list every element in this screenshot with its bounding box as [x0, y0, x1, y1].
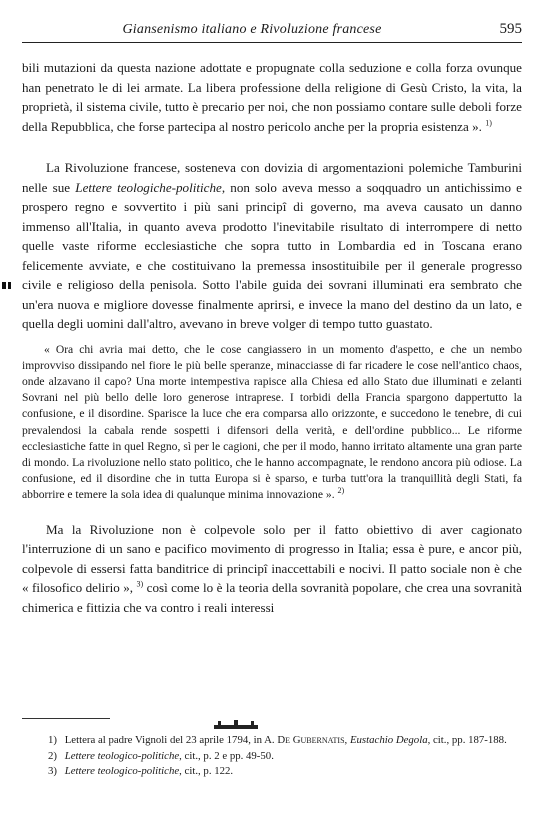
- footnote-1: [22, 733, 522, 749]
- margin-mark-icon: [2, 278, 14, 288]
- book-title: Lettere teologiche-politiche: [75, 179, 222, 195]
- footnote-text: , cit., p. 2 e pp. 49-50.: [179, 749, 274, 762]
- footnote-text: , cit., pp. 187-188.: [427, 734, 507, 746]
- paragraph-text: così come lo è la teoria della sovranità popolare, che crea una sovranità chimerica e fittizia che va contro i reali interessi: [22, 580, 522, 615]
- footnote-ref: 1): [485, 118, 492, 128]
- footnote-ref: 2): [337, 486, 345, 496]
- book-title: Lettere teologico-politiche: [64, 749, 180, 762]
- paragraph-text: , non solo aveva messo a soqquadro un antichissimo e prospero regno e sovvertito i più sani principî di governo, ma aveva causato un danno immenso all'Italia, in quanto aveva prodotto l'inevitabile risultato di interrompere di netto quelle vaste riforme ecclesiastiche che sopra tutto in Lombardia ed in Toscana erano felicemente avviate, e che costituivano la premessa insostituibile per il generale progresso civile e religioso della penisola. Sotto l'abile guida dei sovrani illuminati era sembrato che un'era nuova e migliore dovesse finalmente aprirsi, e invece la mano del destino da un lato, e quella degli uomini dall'altro, avevano in breve volger di tempo tutto guastato.: [22, 179, 522, 331]
- footnote-ref: 3): [136, 579, 144, 589]
- footnotes: [22, 733, 522, 780]
- block-quote: [22, 342, 522, 504]
- paragraph-text: La Rivoluzione francese, sosteneva con dovizia di argomentazioni polemiche Tamburini nelle sue: [22, 160, 522, 195]
- footnote-text: ,: [344, 734, 350, 746]
- page-body: [22, 58, 522, 617]
- ornament-icon: [214, 717, 258, 727]
- page-number: 595: [499, 21, 522, 37]
- author-name: De Gubernatis: [277, 734, 345, 746]
- footnote-number: 1): [48, 734, 57, 746]
- paragraph-social-contract: [22, 520, 522, 618]
- running-header: [22, 20, 522, 43]
- book-title: Lettere teologico-politiche: [64, 765, 180, 777]
- footnote-text: , cit., p. 122.: [179, 765, 234, 777]
- paragraph-continued: [22, 58, 522, 136]
- footnote-number: 2): [48, 749, 57, 762]
- footnote-3: [22, 764, 522, 780]
- footnote-text: Lettera al padre Vignoli del 23 aprile 1794, in A.: [64, 734, 278, 746]
- quote-text: « Ora chi avria mai detto, che le cose cangiassero in un momento d'aspetto, e che un nembo improvviso dissipando nel fiore le più belle speranze, minacciasse di far ricadere le cose nell'antico chaos, onde alzavano il capo? Una morte intempestiva rapisce alla Chiesa ed allo Stato due illuminati e zelanti Sovrani nel più bello delle loro generose intraprese. I torbidi della Francia spargono dappertutto la confusione, e il disordine. Sparisce la luce che era comparsa allo orizzonte, e succedono le tenebre, di cui prevalendosi la cabala rende sospetti i difensori della verità, e dell'ordine pubblico... Le riforme ecclesiastiche fatte in quel Regno, sì per le cagioni, che per il modo, hanno irritato altamente una gran parte di mondo. La rivoluzione nello stato politico, che le hanno accompagnate, le rendono ancora più odiose. La confusione, ed il disordine che in tutta Europa si è sparso, e turba tutt'ora la tranquillità degli Stati, fa abborrire e temere la sola idea di qualunque minima innovazione ».: [22, 342, 522, 502]
- footnote-number: 3): [48, 765, 57, 777]
- paragraph-revolution: [22, 158, 522, 334]
- paragraph-text: bili mutazioni da questa nazione adottate e propugnate colla seduzione e colla forza ovunque han penetrato le di lei armate. La libera professione della religione di Gesù Cristo, la vita, la proprietà, il sistema civile, tutto è precario per noi, che non possiamo contare sulle deboli forze della Repubblica, che forse partecipa al nostro pericolo anche per la propria esistenza ».: [22, 60, 522, 134]
- footnote-2: [22, 749, 522, 765]
- book-title: Eustachio Degola: [349, 734, 428, 746]
- paragraph-text: Ma la Rivoluzione non è colpevole solo per il fatto obiettivo di aver cagionato l'interruzione di un sano e pacifico movimento di progresso in Italia; essa è pure, e ancor più, colpevole di essersi fatta banditrice di principî inaccettabili e nocivi. Il patto sociale non è che « filosofico delirio »,: [22, 521, 522, 596]
- footnote-separator: [22, 718, 110, 719]
- running-title: Giansenismo italiano e Rivoluzione francese: [122, 22, 382, 37]
